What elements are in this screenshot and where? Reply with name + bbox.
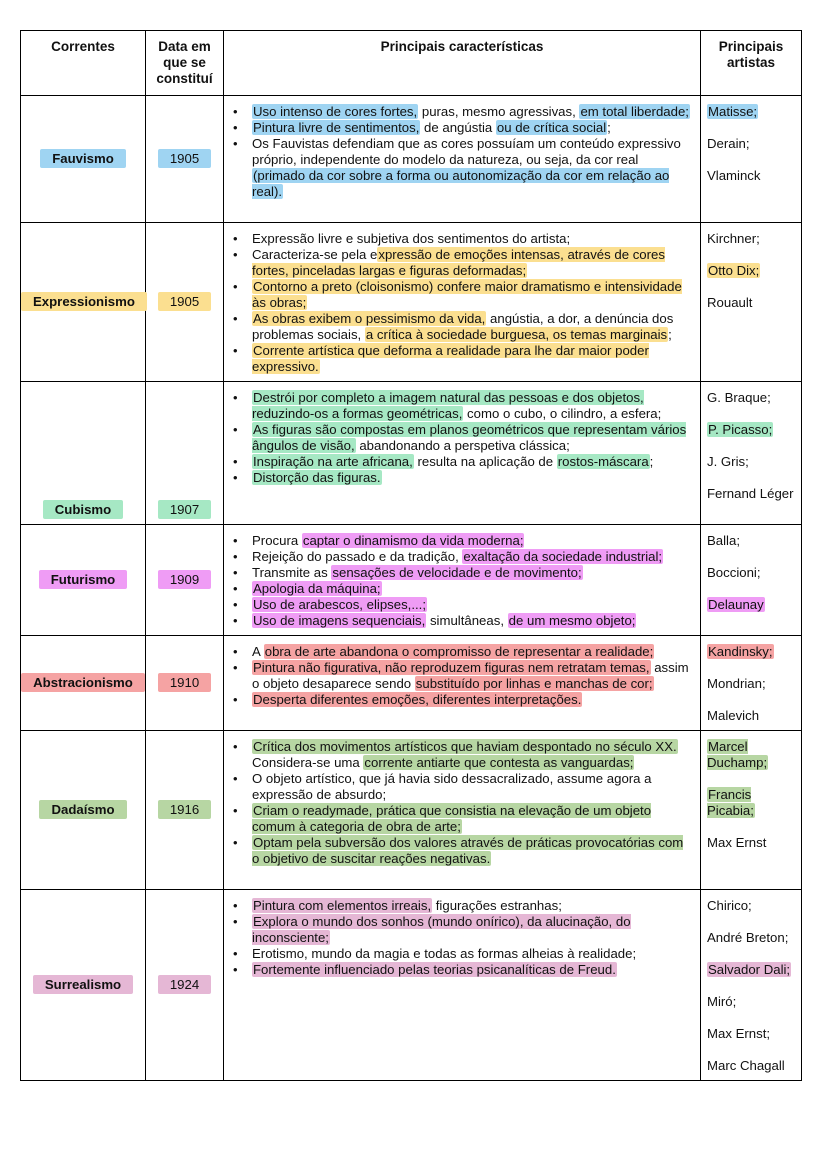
artists-cell	[701, 636, 802, 731]
artists-cell	[701, 382, 802, 525]
list-item	[232, 533, 694, 549]
text-segment: Miró;	[707, 994, 737, 1009]
list-item	[232, 454, 694, 470]
text-segment: Max Ernst	[707, 835, 767, 850]
highlighted-text: Explora o mundo dos sonhos (mundo onírico), da alucinação, do inconsciente;	[252, 914, 631, 945]
artists-cell	[701, 96, 802, 223]
movement-name-cell	[21, 636, 146, 731]
movement-year-cell	[146, 731, 224, 890]
list-item	[232, 597, 694, 613]
highlighted-text: Uso intenso de cores fortes,	[253, 104, 418, 119]
list-item	[232, 739, 694, 771]
list-item	[232, 771, 694, 803]
list-item	[232, 247, 694, 279]
artist-name	[707, 104, 795, 120]
header-correntes: Correntes	[21, 31, 146, 96]
list-item	[232, 581, 694, 597]
table-row	[21, 382, 802, 525]
text-segment: Derain;	[707, 136, 750, 151]
highlighted-text: ou de crítica social	[496, 120, 607, 135]
highlighted-text: Crítica dos movimentos artísticos que haviam despontado no século XX.	[253, 739, 677, 754]
movement-name: Cubismo	[43, 500, 123, 519]
art-movements-table	[20, 30, 802, 1081]
movement-year-cell	[146, 525, 224, 636]
artists-cell	[701, 890, 802, 1081]
artist-name	[707, 1026, 795, 1042]
highlighted-text: (primado da cor sobre a forma ou autonomização da cor em relação ao real).	[252, 168, 670, 199]
table-row	[21, 223, 802, 382]
artist-name	[707, 565, 795, 581]
highlighted-text: Apologia da máquina;	[253, 581, 381, 596]
highlighted-text: Criam o readymade, prática que consistia na elevação de um objeto comum à categoria de obra de arte;	[252, 803, 652, 834]
text-segment: Vlaminck	[707, 168, 761, 183]
highlighted-text: xpressão de emoções intensas, através de cores fortes, pinceladas largas e figuras deformadas;	[252, 247, 665, 278]
artist-name	[707, 454, 795, 470]
movement-year: 1909	[158, 570, 211, 589]
text-segment: angústia, a dor, a denúncia dos problemas sociais,	[252, 311, 674, 342]
highlighted-text: obra de arte abandona o compromisso de representar a realidade;	[264, 644, 654, 659]
highlighted-text: Otto Dix;	[708, 263, 760, 278]
text-segment: Max Ernst;	[707, 1026, 771, 1041]
list-item	[232, 549, 694, 565]
movement-year: 1924	[158, 975, 211, 994]
characteristics-list	[232, 104, 694, 200]
artists-cell	[701, 223, 802, 382]
highlighted-text: corrente antiarte que contesta as vanguardas;	[364, 755, 634, 770]
characteristics-list	[232, 390, 694, 486]
characteristics-cell	[224, 890, 701, 1081]
artist-name	[707, 708, 795, 724]
highlighted-text: Pintura livre de sentimentos,	[253, 120, 420, 135]
highlighted-text: Contorno a preto (cloisonismo) confere maior dramatismo e intensividade às obras;	[252, 279, 682, 310]
highlighted-text: As obras exibem o pessimismo da vida,	[253, 311, 486, 326]
list-item	[232, 390, 694, 422]
text-segment: ;	[668, 327, 672, 342]
movement-name: Abstracionismo	[21, 673, 145, 692]
characteristics-cell	[224, 525, 701, 636]
text-segment: Boccioni;	[707, 565, 761, 580]
movement-name-cell	[21, 731, 146, 890]
highlighted-text: Uso de imagens sequenciais,	[253, 613, 426, 628]
text-segment: André Breton;	[707, 930, 789, 945]
text-segment: Marc Chagall	[707, 1058, 785, 1073]
text-segment: Malevich	[707, 708, 760, 723]
artist-name	[707, 533, 795, 549]
artist-name	[707, 994, 795, 1010]
text-segment: Chirico;	[707, 898, 752, 913]
text-segment: Balla;	[707, 533, 740, 548]
table-row	[21, 731, 802, 890]
highlighted-text: Corrente artística que deforma a realidade para lhe dar maior poder expressivo.	[252, 343, 649, 374]
highlighted-text: Francis Picabia;	[707, 787, 754, 818]
list-item	[232, 803, 694, 835]
highlighted-text: rostos-máscara	[557, 454, 649, 469]
list-item	[232, 946, 694, 962]
artist-name	[707, 835, 795, 851]
movement-year: 1907	[158, 500, 211, 519]
artist-name	[707, 231, 795, 247]
artist-name	[707, 930, 795, 946]
movement-year: 1905	[158, 149, 211, 168]
list-item	[232, 311, 694, 343]
list-item	[232, 565, 694, 581]
movement-name-cell	[21, 890, 146, 1081]
text-segment: Expressão livre e subjetiva dos sentimentos do artista;	[252, 231, 571, 246]
artist-name	[707, 168, 795, 184]
table-row	[21, 890, 802, 1081]
artist-name	[707, 739, 795, 771]
header-artistas: Principais artistas	[701, 31, 802, 96]
text-segment: Mondrian;	[707, 676, 766, 691]
highlighted-text: Inspiração na arte africana,	[253, 454, 413, 469]
characteristics-cell	[224, 636, 701, 731]
artist-name	[707, 962, 795, 978]
characteristics-cell	[224, 223, 701, 382]
text-segment: Procura	[252, 533, 302, 548]
characteristics-list	[232, 898, 694, 978]
artist-name	[707, 898, 795, 914]
highlighted-text: sensações de velocidade e de movimento;	[332, 565, 582, 580]
movement-name: Futurismo	[39, 570, 127, 589]
list-item	[232, 644, 694, 660]
text-segment: Fernand Léger	[707, 486, 794, 501]
highlighted-text: Distorção das figuras.	[253, 470, 381, 485]
movement-year-cell	[146, 890, 224, 1081]
movement-name: Fauvismo	[40, 149, 126, 168]
list-item	[232, 231, 694, 247]
movement-year-cell	[146, 382, 224, 525]
highlighted-text: exaltação da sociedade industrial;	[463, 549, 663, 564]
artist-name	[707, 644, 795, 660]
text-segment: A	[252, 644, 264, 659]
list-item	[232, 914, 694, 946]
text-segment: figurações estranhas;	[432, 898, 562, 913]
movement-year-cell	[146, 636, 224, 731]
characteristics-list	[232, 533, 694, 629]
highlighted-text: Salvador Dali;	[708, 962, 791, 977]
artist-name	[707, 1058, 795, 1074]
text-segment: como o cubo, o cilindro, a esfera;	[463, 406, 662, 421]
characteristics-cell	[224, 731, 701, 890]
text-segment: Rouault	[707, 295, 753, 310]
text-segment: ;	[649, 454, 654, 469]
highlighted-text: captar o dinamismo da vida moderna;	[302, 533, 524, 548]
text-segment: Os Fauvistas defendiam que as cores possuíam um conteúdo expressivo próprio, independente do modelo da natureza, ou seja, da cor real	[252, 136, 681, 167]
list-item	[232, 898, 694, 914]
list-item	[232, 692, 694, 708]
text-segment: J. Gris;	[707, 454, 749, 469]
movement-name-cell	[21, 223, 146, 382]
artist-name	[707, 295, 795, 311]
text-segment: Rejeição do passado e da tradição,	[252, 549, 463, 564]
movement-name-cell	[21, 382, 146, 525]
artist-name	[707, 787, 795, 819]
artist-name	[707, 422, 795, 438]
highlighted-text: Pintura com elementos irreais,	[253, 898, 432, 913]
movement-name: Expressionismo	[21, 292, 147, 311]
list-item	[232, 835, 694, 867]
text-segment: G. Braque;	[707, 390, 771, 405]
highlighted-text: Delaunay	[708, 597, 764, 612]
movement-name-cell	[21, 525, 146, 636]
movement-year: 1916	[158, 800, 211, 819]
highlighted-text: As figuras são compostas em planos geométricos que representam vários ângulos de visão,	[252, 422, 687, 453]
highlighted-text: substituído por linhas e manchas de cor;	[415, 676, 653, 691]
table-row	[21, 636, 802, 731]
header-caracteristicas: Principais características	[224, 31, 701, 96]
text-segment: Considera-se uma	[252, 755, 364, 770]
highlighted-text: Uso de arabescos, elipses,...;	[253, 597, 426, 612]
text-segment: Transmite as	[252, 565, 332, 580]
list-item	[232, 962, 694, 978]
list-item	[232, 104, 694, 120]
list-item	[232, 660, 694, 692]
highlighted-text: P. Picasso;	[708, 422, 773, 437]
list-item	[232, 136, 694, 200]
characteristics-list	[232, 231, 694, 375]
table-row	[21, 96, 802, 223]
artist-name	[707, 597, 795, 613]
list-item	[232, 343, 694, 375]
text-segment: assim o objeto desaparece sendo	[252, 660, 689, 691]
text-segment: ;	[607, 120, 611, 135]
movement-year: 1905	[158, 292, 211, 311]
text-segment: de angústia	[420, 120, 496, 135]
table-row	[21, 525, 802, 636]
highlighted-text: Pintura não figurativa, não reproduzem figuras nem retratam temas,	[253, 660, 650, 675]
movement-year-cell	[146, 223, 224, 382]
list-item	[232, 470, 694, 486]
text-segment: Caracteriza-se pela e	[252, 247, 378, 262]
artists-cell	[701, 525, 802, 636]
highlighted-text: Desperta diferentes emoções, diferentes interpretações.	[253, 692, 582, 707]
movement-year: 1910	[158, 673, 211, 692]
movement-name: Dadaísmo	[39, 800, 126, 819]
movement-year-cell	[146, 96, 224, 223]
characteristics-cell	[224, 96, 701, 223]
characteristics-list	[232, 644, 694, 708]
highlighted-text: Destrói por completo a imagem natural das pessoas e dos objetos, reduzindo-os a formas geométricas,	[252, 390, 644, 421]
header-data: Data em que se constituí	[146, 31, 224, 96]
list-item	[232, 279, 694, 311]
highlighted-text: a crítica à sociedade burguesa, os temas marginais	[365, 327, 668, 342]
highlighted-text: Marcel Duchamp;	[707, 739, 768, 770]
artist-name	[707, 676, 795, 692]
text-segment: Kirchner;	[707, 231, 760, 246]
header-row	[21, 31, 802, 96]
highlighted-text: em total liberdade;	[580, 104, 689, 119]
list-item	[232, 613, 694, 629]
text-segment: O objeto artístico, que já havia sido dessacralizado, assume agora a expressão de absurdo;	[252, 771, 652, 802]
highlighted-text: Matisse;	[708, 104, 758, 119]
text-segment: resulta na aplicação de	[413, 454, 557, 469]
highlighted-text: Optam pela subversão dos valores através de práticas provocatórias com o objetivo de suscitar reações negativas.	[252, 835, 684, 866]
movement-name-cell	[21, 96, 146, 223]
movement-name: Surrealismo	[33, 975, 133, 994]
artist-name	[707, 263, 795, 279]
text-segment: Erotismo, mundo da magia e todas as formas alheias à realidade;	[252, 946, 637, 961]
artist-name	[707, 136, 795, 152]
characteristics-list	[232, 739, 694, 867]
highlighted-text: de um mesmo objeto;	[508, 613, 636, 628]
artists-cell	[701, 731, 802, 890]
artist-name	[707, 390, 795, 406]
text-segment: simultâneas,	[426, 613, 508, 628]
characteristics-cell	[224, 382, 701, 525]
text-segment: abandonando a perspetiva clássica;	[355, 438, 570, 453]
text-segment: puras, mesmo agressivas,	[418, 104, 580, 119]
list-item	[232, 422, 694, 454]
highlighted-text: Kandinsky;	[708, 644, 773, 659]
list-item	[232, 120, 694, 136]
artist-name	[707, 486, 795, 502]
highlighted-text: Fortemente influenciado pelas teorias psicanalíticas de Freud.	[253, 962, 616, 977]
